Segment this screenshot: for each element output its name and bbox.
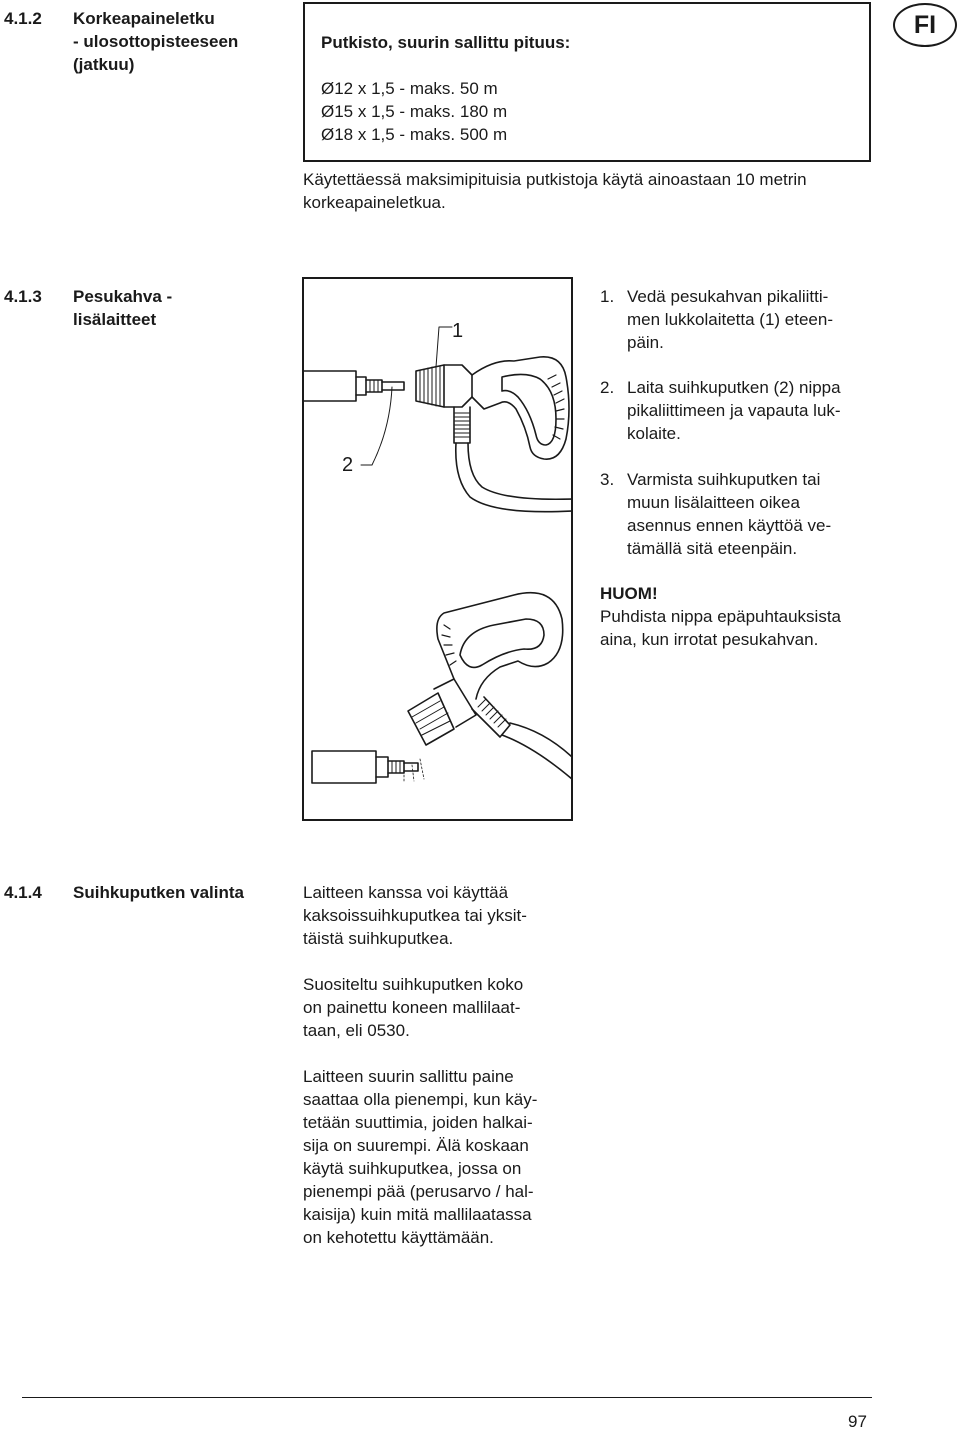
note-line: Käytettäessä maksimipituisia putkistoja käytä ainoastaan 10 metrin xyxy=(303,170,807,189)
section-title-line: Pesukahva - xyxy=(73,287,173,306)
step-text xyxy=(627,376,841,445)
paragraph-line: Laitteen kanssa voi käyttää xyxy=(303,883,509,902)
paragraph-line: on painettu koneen mallilaat- xyxy=(303,998,521,1017)
notice-label: HUOM! xyxy=(600,584,658,603)
spec-item: Ø15 x 1,5 - maks. 180 m xyxy=(321,102,508,121)
section-title: Suihkuputken valinta xyxy=(73,883,244,902)
step-line: men lukkolaitetta (1) eteen- xyxy=(627,310,833,329)
section-title-line: lisälaitteet xyxy=(73,310,157,329)
lance-nipple xyxy=(356,377,366,395)
paragraph-line: kaisija) kuin mitä mallilaatassa xyxy=(303,1205,532,1224)
step-line: pikaliittimeen ja vapauta luk- xyxy=(627,401,841,420)
callout-1: 1 xyxy=(452,320,464,342)
spec-list xyxy=(321,77,507,146)
notice-line: aina, kun irrotat pesukahvan. xyxy=(600,630,819,649)
spec-item: Ø18 x 1,5 - maks. 500 m xyxy=(321,125,508,144)
lance-tube xyxy=(304,371,356,401)
lance-tube-lower xyxy=(312,751,376,783)
paragraph-line: on kehotettu käyttämään. xyxy=(303,1228,494,1247)
paragraph-line: saattaa olla pienempi, kun käy- xyxy=(303,1090,538,1109)
figure-frame xyxy=(302,277,573,821)
paragraph-line: sija on suurempi. Älä koskaan xyxy=(303,1136,529,1155)
callout-1-leader xyxy=(436,327,452,367)
paragraph-line: tetään suuttimia, joiden halkai- xyxy=(303,1113,533,1132)
hose xyxy=(456,443,571,512)
paragraph xyxy=(303,973,523,1042)
page-number: 97 xyxy=(848,1412,867,1431)
paragraph xyxy=(303,881,527,950)
info-box-heading: Putkisto, suurin sallittu pituus: xyxy=(321,33,571,52)
paragraph-line: täistä suihkuputkea. xyxy=(303,929,454,948)
spray-gun-illustration xyxy=(304,279,571,819)
step-line: Varmista suihkuputken tai xyxy=(627,470,821,489)
paragraph-line: taan, eli 0530. xyxy=(303,1021,410,1040)
section-number: 4.1.3 xyxy=(4,287,42,306)
paragraph-line: pienempi pää (perusarvo / hal- xyxy=(303,1182,534,1201)
section-title-line: - ulosottopisteeseen xyxy=(73,32,239,51)
step-line: kolaite. xyxy=(627,424,681,443)
section-number: 4.1.4 xyxy=(4,883,42,902)
step-line: muun lisälaitteen oikea xyxy=(627,493,800,512)
section-title-line: (jatkuu) xyxy=(73,55,135,74)
hose-lower xyxy=(502,735,571,779)
language-badge: FI xyxy=(893,3,957,47)
quick-coupling-lower xyxy=(408,693,454,745)
step-line: päin. xyxy=(627,333,664,352)
step-line: asennus ennen käyttöä ve- xyxy=(627,516,832,535)
paragraph-line: Suositeltu suihkuputken koko xyxy=(303,975,524,994)
section-number: 4.1.2 xyxy=(4,9,42,28)
note-paragraph xyxy=(303,168,807,214)
step-line: Vedä pesukahvan pikaliitti- xyxy=(627,287,829,306)
step-text xyxy=(627,285,833,354)
footer-rule xyxy=(22,1397,872,1398)
step-text xyxy=(627,468,831,560)
gun-handle xyxy=(472,357,569,459)
paragraph-line: kaksoissuihkuputkea tai yksit- xyxy=(303,906,527,925)
note-line: korkeapaineletkua. xyxy=(303,193,446,212)
step-number: 1. xyxy=(600,287,615,306)
section-title xyxy=(73,7,238,76)
paragraph-line: käytä suihkuputkea, jossa on xyxy=(303,1159,522,1178)
step-number: 2. xyxy=(600,378,615,397)
step-number: 3. xyxy=(600,470,615,489)
spec-item: Ø12 x 1,5 - maks. 50 m xyxy=(321,79,498,98)
paragraph xyxy=(303,1065,537,1249)
paragraph-line: Laitteen suurin sallittu paine xyxy=(303,1067,514,1086)
section-title-line: Korkeapaineletku xyxy=(73,9,215,28)
step-line: tämällä sitä eteenpäin. xyxy=(627,539,798,558)
notice-text xyxy=(600,605,841,651)
step-line: Laita suihkuputken (2) nippa xyxy=(627,378,841,397)
section-title xyxy=(73,285,172,331)
callout-2: 2 xyxy=(342,454,354,476)
notice-line: Puhdista nippa epäpuhtauksista xyxy=(600,607,842,626)
callout-2-leader xyxy=(361,387,392,465)
